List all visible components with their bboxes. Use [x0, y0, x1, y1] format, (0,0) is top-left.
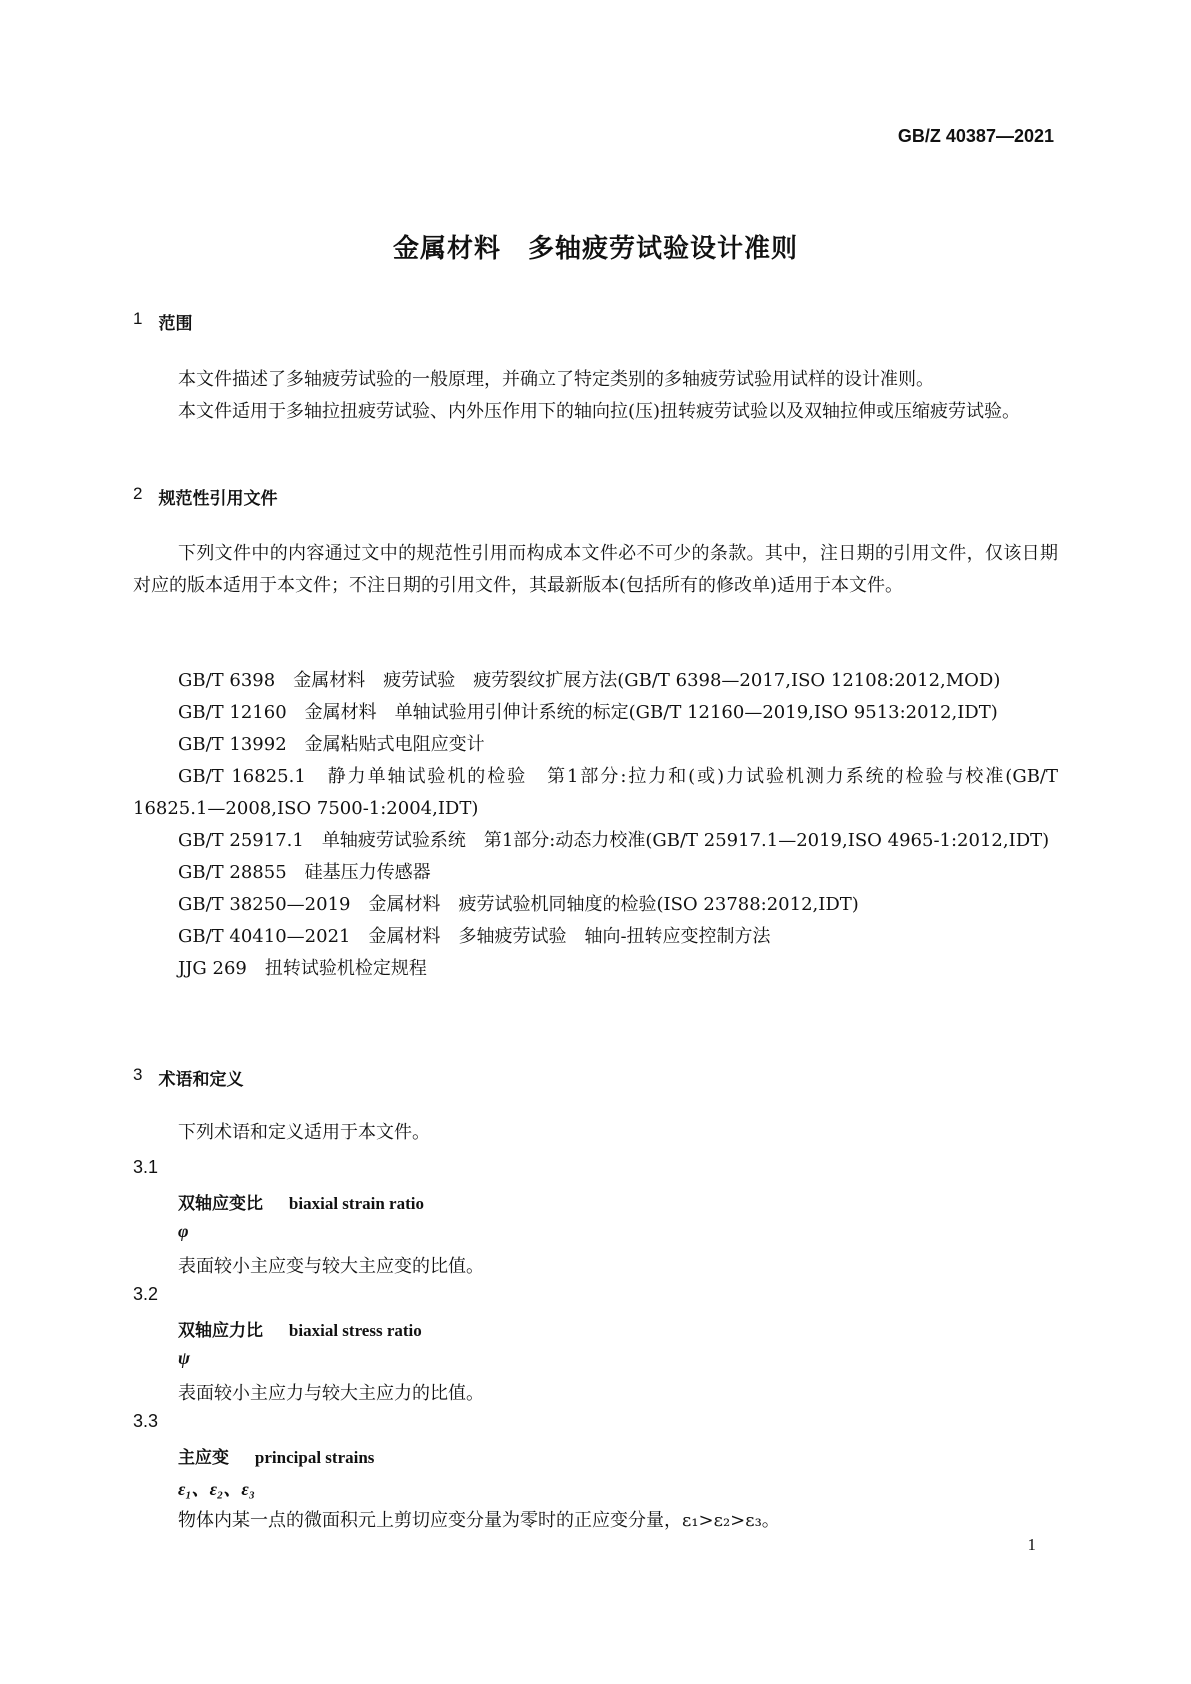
section-2-heading [133, 484, 277, 509]
page-number: 1 [1027, 1535, 1036, 1554]
reference-item: GB/T 12160 金属材料 单轴试验用引伸计系统的标定(GB/T 12160—2019,ISO 9513:2012,IDT) [178, 702, 998, 723]
reference-item: GB/T 28855 硅基压力传感器 [178, 862, 431, 883]
term-name [178, 1443, 374, 1468]
reference-item: GB/T 6398 金属材料 疲劳试验 疲劳裂纹扩展方法(GB/T 6398—2017,ISO 12108:2012,MOD) [178, 670, 1001, 691]
terms-intro: 下列术语和定义适用于本文件。 [178, 1122, 430, 1143]
section-number: 2 [133, 484, 143, 503]
term-name-en: biaxial strain ratio [288, 1194, 424, 1213]
reference-item: GB/T 40410—2021 金属材料 多轴疲劳试验 轴向-扭转应变控制方法 [178, 926, 771, 947]
term-name-en: biaxial stress ratio [288, 1321, 422, 1340]
term-symbol: ψ [178, 1348, 191, 1368]
term-name [178, 1316, 422, 1341]
term-definition: 表面较小主应力与较大主应力的比值。 [178, 1383, 484, 1404]
references-intro: 下列文件中的内容通过文中的规范性引用而构成本文件必不可少的条款。其中，注日期的引用文件，仅该日期对应的版本适用于本文件；不注日期的引用文件，其最新版本(包括所有的修改单)适用于本文件。 [133, 543, 1058, 596]
reference-item: JJG 269 扭转试验机检定规程 [178, 958, 427, 979]
section-title: 规范性引用文件 [158, 489, 278, 509]
standard-code: GB/Z 40387—2021 [897, 126, 1054, 146]
term-name-en: principal strains [254, 1448, 375, 1467]
term-name-zh: 主应变 [178, 1448, 229, 1468]
term-name-zh: 双轴应力比 [178, 1321, 263, 1341]
term-symbol: φ [178, 1221, 189, 1241]
section-3-heading [133, 1065, 243, 1090]
section-number: 3 [133, 1065, 143, 1084]
section-title: 范围 [158, 314, 193, 334]
reference-item: GB/T 13992 金属粘贴式电阻应变计 [178, 734, 485, 755]
term-definition: 物体内某一点的微面积元上剪切应变分量为零时的正应变分量，ε₁>ε₂>ε₃。 [178, 1510, 780, 1531]
reference-item: GB/T 25917.1 单轴疲劳试验系统 第1部分:动态力校准(GB/T 25917.1—2019,ISO 4965-1:2012,IDT) [178, 830, 1050, 851]
section-title: 术语和定义 [158, 1070, 244, 1090]
scope-paragraph-2: 本文件适用于多轴拉扭疲劳试验、内外压作用下的轴向拉(压)扭转疲劳试验以及双轴拉伸或压缩疲劳试验。 [178, 401, 1021, 422]
reference-item: GB/T 38250—2019 金属材料 疲劳试验机同轴度的检验(ISO 23788:2012,IDT) [178, 894, 859, 915]
term-definition: 表面较小主应变与较大主应变的比值。 [178, 1256, 484, 1277]
document-title: 金属材料 多轴疲劳试验设计准则 [392, 234, 798, 264]
section-1-heading [133, 309, 192, 334]
term-number: 3.1 [133, 1157, 159, 1177]
section-number: 1 [133, 309, 143, 328]
term-symbol: ε₁、ε₂、ε₃ [178, 1479, 255, 1499]
term-number: 3.2 [133, 1284, 159, 1304]
term-name-zh: 双轴应变比 [178, 1194, 263, 1214]
term-name [178, 1189, 424, 1214]
term-number: 3.3 [133, 1411, 159, 1431]
reference-list [133, 665, 1058, 985]
scope-paragraph-1: 本文件描述了多轴疲劳试验的一般原理，并确立了特定类别的多轴疲劳试验用试样的设计准则。 [178, 369, 934, 390]
reference-item: GB/T 16825.1 静力单轴试验机的检验 第1部分:拉力和(或)力试验机测力系统的检验与校准(GB/T 16825.1—2008,ISO 7500-1:2004,IDT) [133, 766, 1058, 819]
